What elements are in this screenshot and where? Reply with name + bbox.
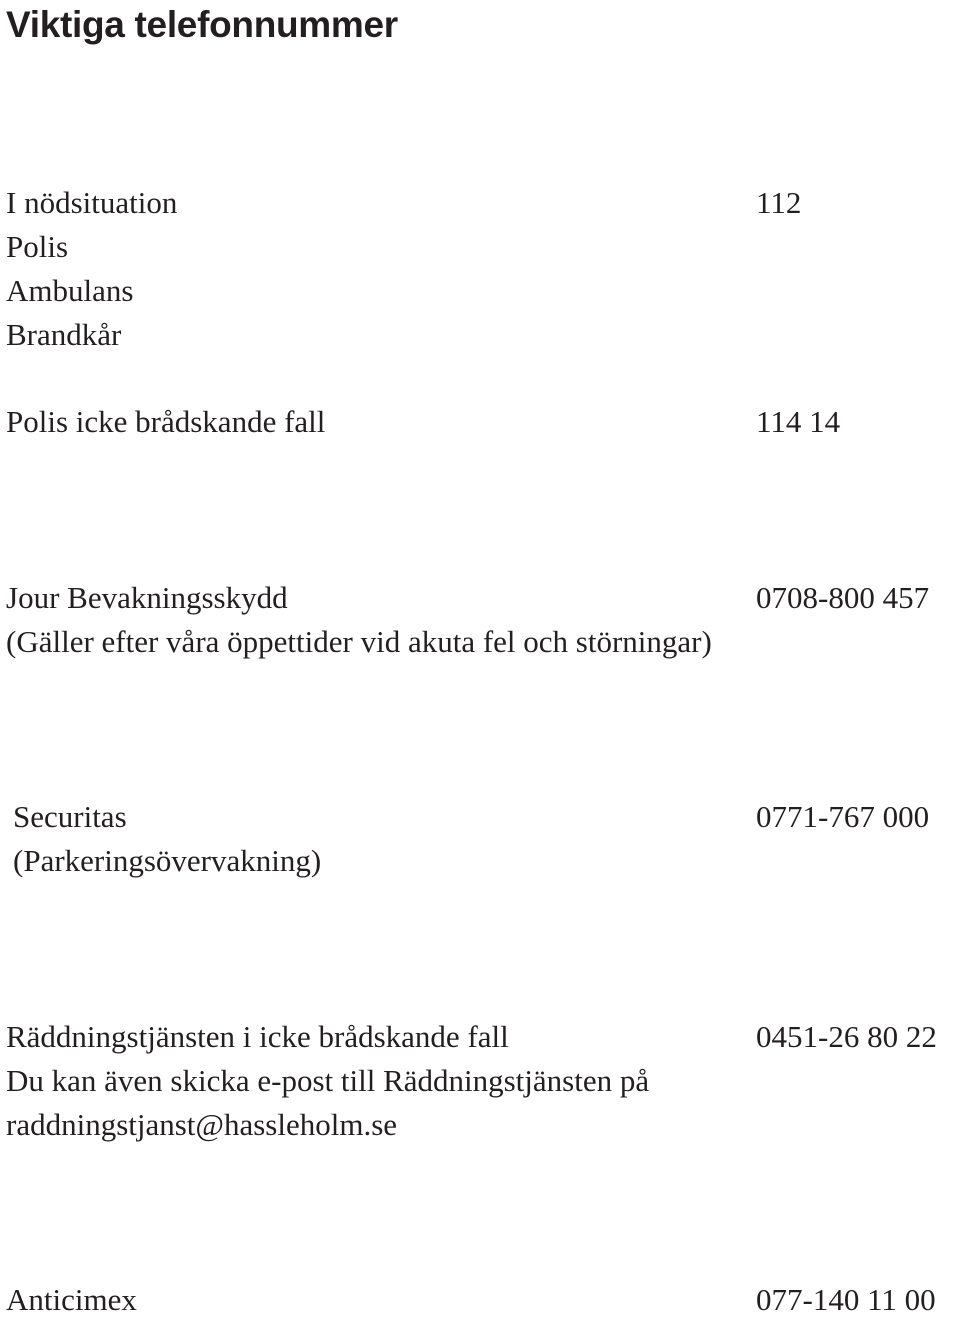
entry-emergency-label-4: Brandkår [6,317,122,352]
entry-securitas-number: 0771-767 000 [756,799,930,834]
entry-emergency-label-2: Polis [6,229,69,264]
entry-emergency-label-1: I nödsituation [6,185,178,220]
entry-anticimex-label: Anticimex [6,1282,137,1317]
entry-jour-number: 0708-800 457 [756,580,930,615]
entry-securitas-label-1: Securitas [13,799,127,834]
entry-emergency-label-3: Ambulans [6,273,134,308]
entry-rescue-email: raddningstjanst@hassleholm.se [6,1107,398,1142]
entry-police-nonurgent-label: Polis icke brådskande fall [6,404,326,439]
entry-rescue-number: 0451-26 80 22 [756,1019,937,1054]
entry-rescue-label-2: Du kan även skicka e-post till Räddningstjänsten på [6,1063,650,1098]
entry-jour-label-2: (Gäller efter våra öppettider vid akuta fel och störningar) [6,624,712,659]
entry-anticimex-number: 077-140 11 00 [756,1282,936,1317]
entry-rescue-label-1: Räddningstjänsten i icke brådskande fall [6,1019,509,1054]
entry-jour-label-1: Jour Bevakningsskydd [6,580,288,615]
entry-securitas-label-2: (Parkeringsövervakning) [13,843,322,878]
entry-police-nonurgent-number: 114 14 [756,404,841,439]
entry-emergency-number: 112 [756,185,802,220]
page-title: Viktiga telefonnummer [6,4,398,45]
